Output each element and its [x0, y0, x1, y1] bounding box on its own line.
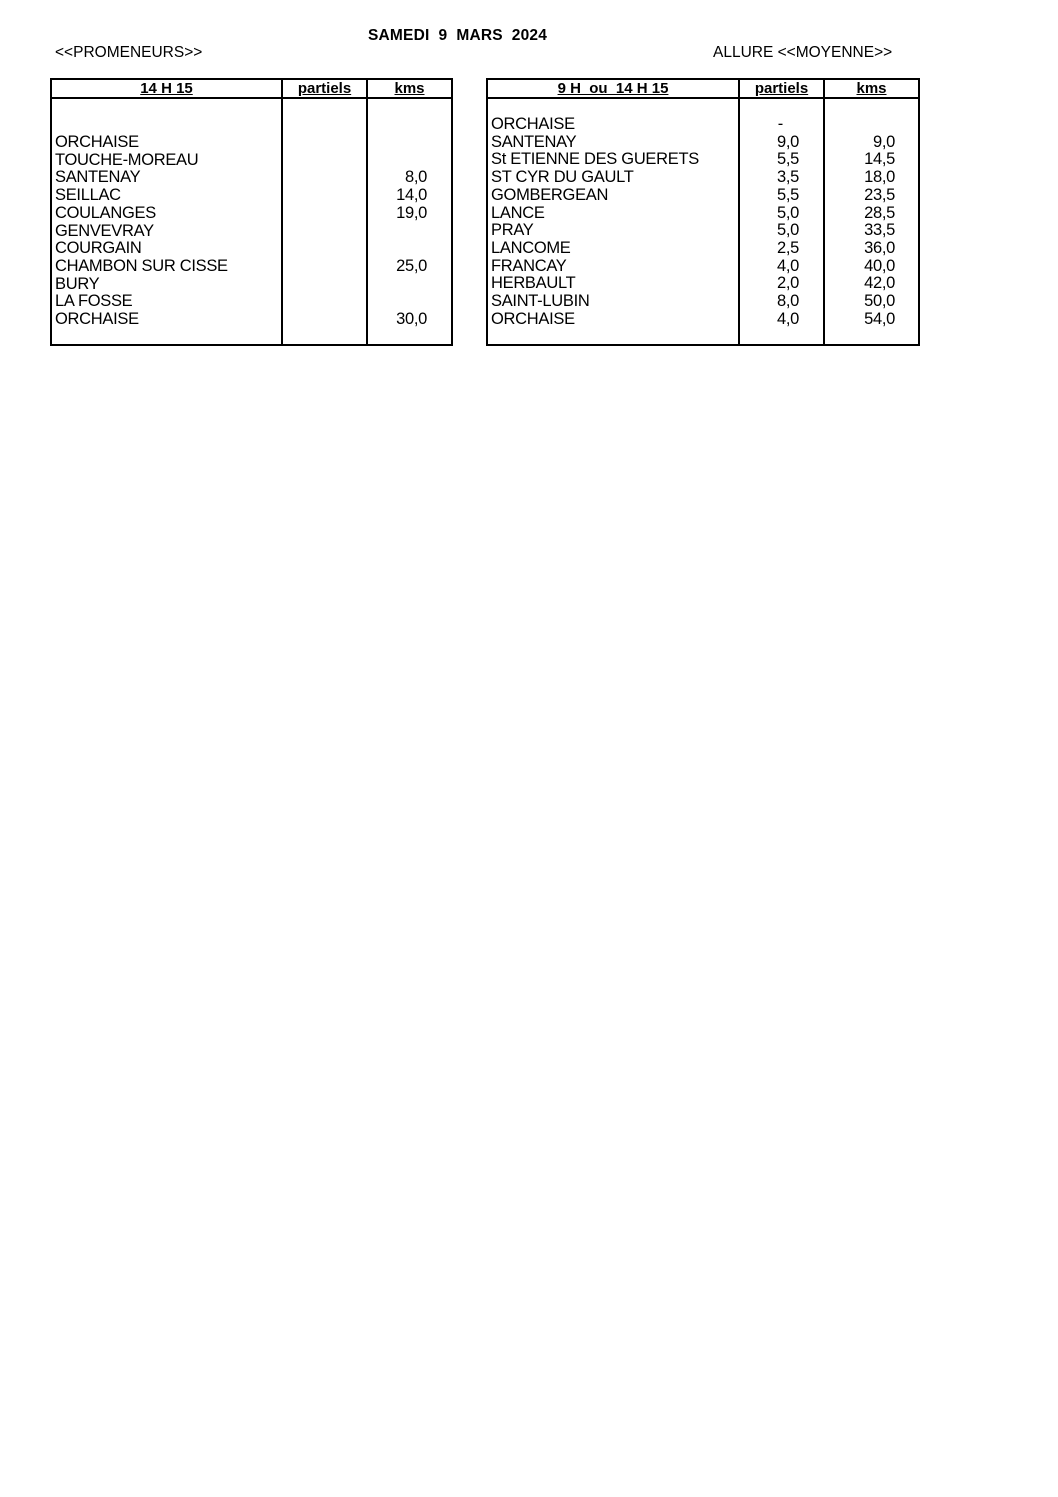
table-row — [52, 310, 451, 328]
cumulative-distance: 28,5 — [864, 203, 895, 222]
place-name: SEILLAC — [55, 186, 121, 205]
table-row — [488, 257, 918, 275]
table-row — [52, 239, 451, 257]
partial-distance: 2,5 — [776, 238, 799, 257]
place-name: LANCOME — [491, 238, 571, 257]
place-name: SANTENAY — [491, 132, 577, 151]
cumulative-distance: 9,0 — [872, 132, 895, 151]
header-time: 14 H 15 — [140, 80, 193, 97]
cumulative-distance: 8,0 — [404, 168, 427, 187]
partial-distance: 2,0 — [776, 274, 799, 293]
cumulative-distance: 30,0 — [396, 310, 427, 328]
cumulative-distance: 25,0 — [396, 256, 427, 275]
table-row — [52, 222, 451, 240]
cumulative-distance: 14,5 — [864, 150, 895, 169]
place-name: ORCHAISE — [491, 309, 575, 328]
place-name: SANTENAY — [55, 168, 141, 187]
cumulative-distance: 42,0 — [864, 274, 895, 293]
place-name: HERBAULT — [491, 274, 576, 293]
table-row — [488, 221, 918, 239]
place-name: BURY — [55, 274, 100, 293]
header-time: 9 H ou 14 H 15 — [557, 80, 669, 97]
table-row — [52, 275, 451, 293]
cumulative-distance: 19,0 — [396, 203, 427, 222]
table-row — [52, 257, 451, 275]
cumulative-distance: 50,0 — [864, 292, 895, 310]
partial-distance: 5,0 — [776, 221, 799, 240]
group-label-promeneurs: <<PROMENEURS>> — [55, 44, 203, 61]
partial-distance: 8,0 — [776, 292, 799, 310]
cumulative-distance: 23,5 — [864, 185, 895, 204]
table-row — [52, 133, 451, 151]
cumulative-distance: 40,0 — [864, 256, 895, 275]
table-row — [52, 168, 451, 186]
partial-distance: 5,0 — [776, 203, 799, 222]
cumulative-distance: 18,0 — [864, 168, 895, 187]
table-row — [488, 115, 918, 133]
place-name: FRANCAY — [491, 256, 567, 275]
table-row — [488, 168, 918, 186]
partial-distance: 3,5 — [776, 168, 799, 187]
header-kms: kms — [856, 80, 887, 97]
table-row — [488, 133, 918, 151]
group-label-allure-moyenne: ALLURE <<MOYENNE>> — [713, 44, 893, 61]
header-partiels: partiels — [754, 80, 809, 97]
cumulative-distance: 54,0 — [864, 309, 895, 328]
table-row — [52, 186, 451, 204]
place-name: PRAY — [491, 221, 534, 240]
place-name: GOMBERGEAN — [491, 185, 609, 204]
header-partiels: partiels — [297, 80, 352, 97]
place-name: ORCHAISE — [491, 115, 575, 133]
table-row — [488, 274, 918, 292]
partial-distance: 9,0 — [776, 132, 799, 151]
header-kms: kms — [394, 80, 425, 97]
place-name: ORCHAISE — [55, 133, 139, 151]
table-row — [52, 292, 451, 310]
table-row — [488, 204, 918, 222]
cumulative-distance: 33,5 — [864, 221, 895, 240]
place-name: St ETIENNE DES GUERETS — [491, 150, 699, 169]
cumulative-distance: 36,0 — [864, 238, 895, 257]
place-name: LANCE — [491, 203, 545, 222]
place-name: COULANGES — [55, 203, 156, 222]
place-name: GENVEVRAY — [55, 221, 154, 240]
partial-distance: 5,5 — [776, 150, 799, 169]
place-name: ST CYR DU GAULT — [491, 168, 634, 187]
place-name: LA FOSSE — [55, 292, 133, 311]
table-row — [488, 239, 918, 257]
place-name: COURGAIN — [55, 239, 142, 258]
page-title: SAMEDI 9 MARS 2024 — [368, 27, 548, 44]
partial-distance: - — [777, 115, 783, 133]
partial-distance: 5,5 — [776, 185, 799, 204]
partial-distance: 4,0 — [776, 309, 799, 328]
table-row — [52, 151, 451, 169]
route-table-allure-moyenne — [486, 78, 920, 346]
cumulative-distance: 14,0 — [396, 186, 427, 205]
partial-distance: 4,0 — [776, 256, 799, 275]
place-name: ORCHAISE — [55, 310, 139, 328]
place-name: CHAMBON SUR CISSE — [55, 256, 228, 275]
table-row — [488, 310, 918, 328]
table-row — [488, 186, 918, 204]
place-name: TOUCHE-MOREAU — [55, 150, 199, 169]
route-table-promeneurs — [50, 78, 453, 346]
table-row — [488, 292, 918, 310]
table-row — [488, 150, 918, 168]
place-name: SAINT-LUBIN — [491, 292, 590, 310]
table-row — [52, 204, 451, 222]
